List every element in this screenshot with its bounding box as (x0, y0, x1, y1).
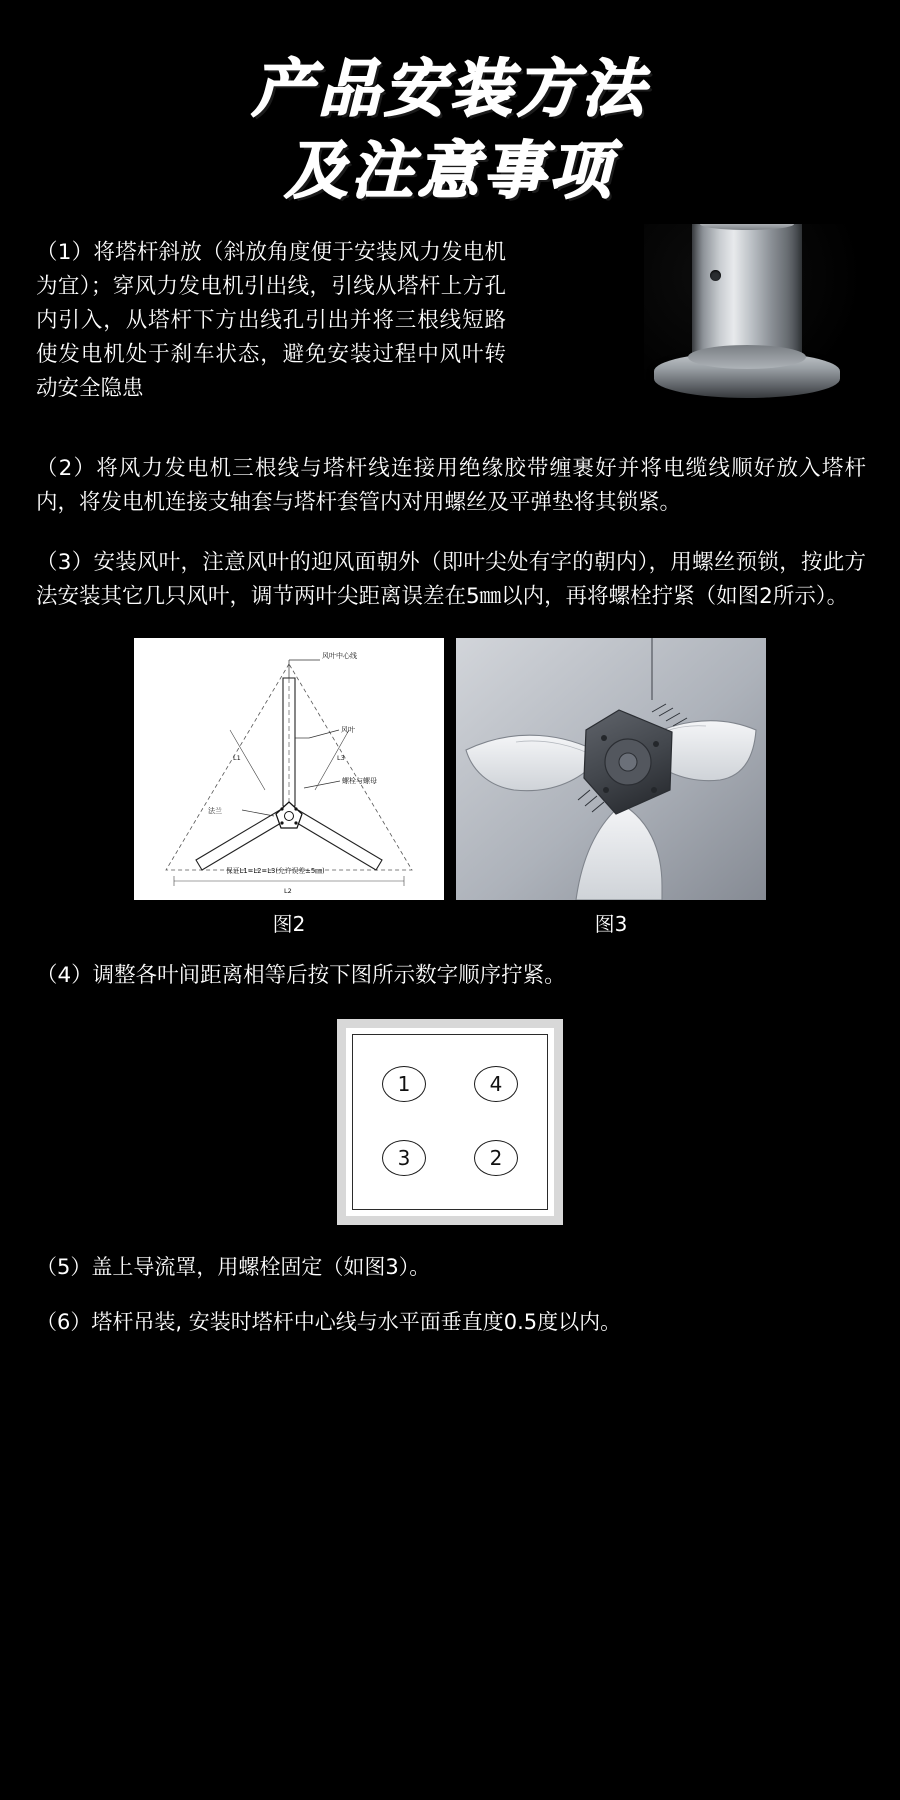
figure2-dim-l2: L2 (284, 886, 292, 895)
pole-wire-hole (710, 270, 721, 281)
figure-2-image (134, 638, 444, 900)
step-6-text: （6）塔杆吊装, 安装时塔杆中心线与水平面垂直度0.5度以内。 (36, 1309, 622, 1334)
step-1-block (0, 236, 900, 426)
figure2-note: 保证L1=L2=L3(允许误差±5㎜) (226, 866, 325, 875)
bolt-number-1: 1 (382, 1066, 426, 1102)
bolt-order-inner-border (352, 1034, 548, 1210)
page-title (0, 0, 900, 212)
figure2-label-flange: 法兰 (208, 806, 222, 815)
step-4-text: （4）调整各叶间距离相等后按下图所示数字顺序拧紧。 (36, 962, 566, 988)
figure2-label-bolt-nut: 螺栓与螺母 (342, 776, 377, 785)
bolt-order-figure (0, 1019, 900, 1225)
pole-flange-shape (654, 352, 840, 398)
figure-row (0, 638, 900, 937)
bolt-number-2: 2 (474, 1140, 518, 1176)
figure-2-caption: 图2 (272, 911, 306, 936)
figure-3-image (456, 638, 766, 900)
figure2-label-blade: 风叶 (341, 725, 355, 734)
figure-3-container (456, 638, 766, 937)
bolt-number-3: 3 (382, 1140, 426, 1176)
figure2-label-center-line: 风叶中心线 (322, 651, 357, 660)
title-line-2: 及注意事项 (284, 133, 615, 207)
step-1-text: （1）将塔杆斜放（斜放角度便于安装风力发电机为宜）；穿风力发电机引出线，引线从塔杆上方孔内引入，从塔杆下方出线孔引出并将三根线短路使发电机处于刹车状态，避免安装过程中风叶转动安全隐患 (36, 239, 506, 401)
step-5-text: （5）盖上导流罩，用螺栓固定（如图3）。 (36, 1254, 431, 1279)
figure2-dim-l3: L3 (337, 753, 345, 762)
figure-2-container (134, 638, 444, 937)
step-2-text: （2）将风力发电机三根线与塔杆线连接用绝缘胶带缠裹好并将电缆线顺好放入塔杆内，将发电机连接支轴套与塔杆套管内对用螺丝及平弹垫将其锁紧。 (36, 455, 866, 515)
tower-pole-photo (644, 224, 864, 409)
figure-3-caption: 图3 (594, 911, 628, 936)
title-line-1: 产品安装方法 (251, 52, 648, 125)
step-3-text: （3）安装风叶，注意风叶的迎风面朝外（即叶尖处有字的朝内），用螺丝预锁，按此方法安装其它几只风叶，调节两叶尖距离误差在5㎜以内，再将螺栓拧紧（如图2所示）。 (36, 549, 866, 609)
bolt-order-frame (337, 1019, 563, 1225)
bolt-number-4: 4 (474, 1066, 518, 1102)
figure2-dim-l1: L1 (233, 753, 241, 762)
